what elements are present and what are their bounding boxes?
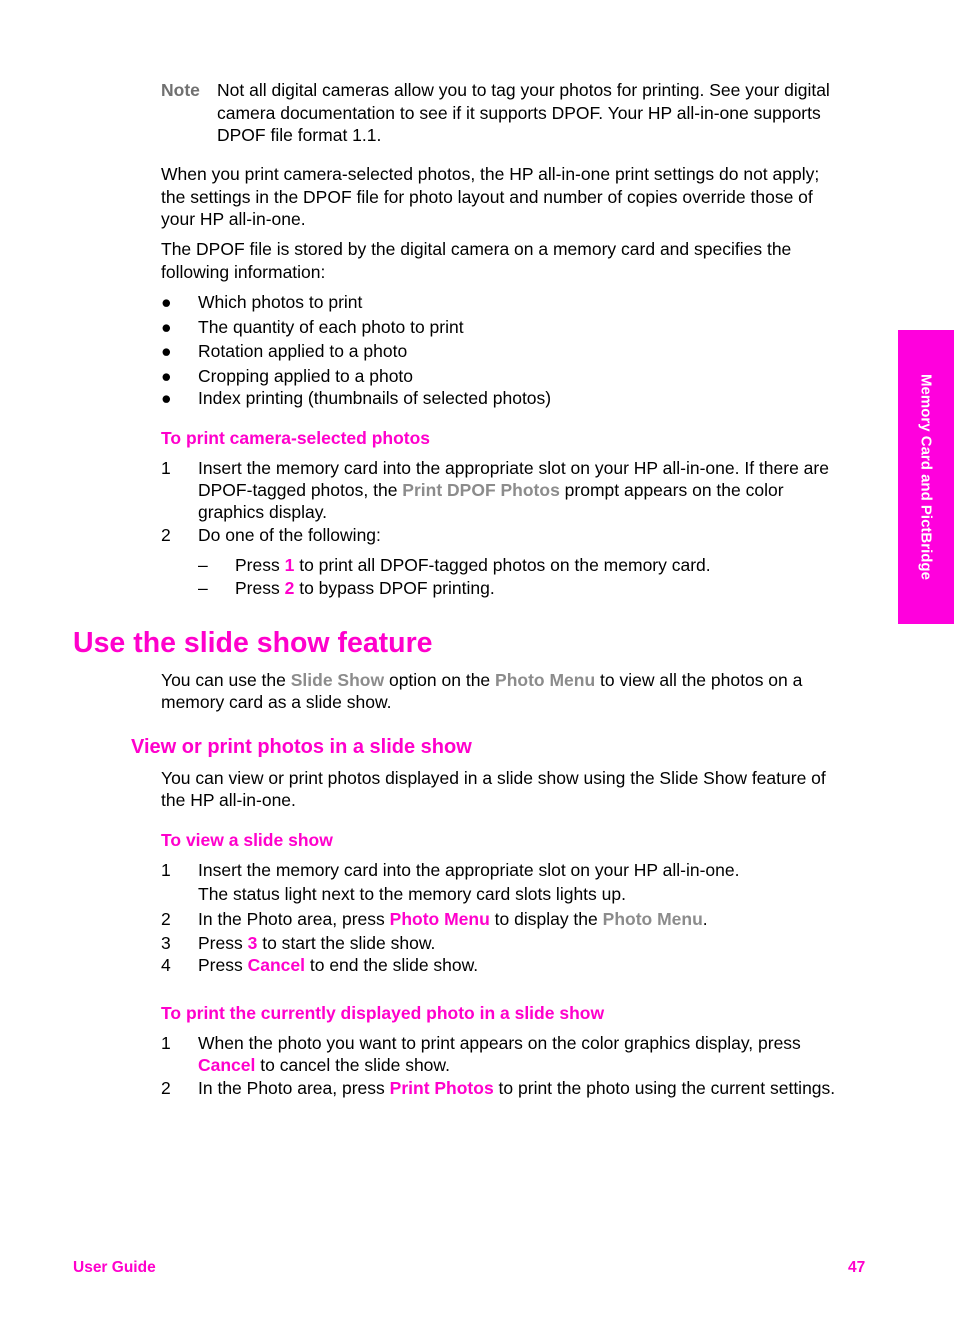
note-label: Note xyxy=(161,80,200,100)
print-step-2: In the Photo area, press Print Photos to print the photo using the current settings. xyxy=(198,1078,836,1098)
key-cancel: Cancel xyxy=(198,1055,256,1075)
chapter-side-tab-label: Memory Card and PictBridge xyxy=(917,374,935,580)
procedure-heading-print-camera-selected: To print camera-selected photos xyxy=(161,428,431,448)
bullet-marker: ● xyxy=(161,292,172,312)
note-line-3: DPOF file format 1.1. xyxy=(217,125,382,145)
sub-step-2: Press 2 to bypass DPOF printing. xyxy=(235,578,495,598)
view-step-1: Insert the memory card into the appropriate slot on your HP all-in-one. xyxy=(198,860,740,880)
key-3: 3 xyxy=(247,933,258,953)
procedure-heading-view-slide-show: To view a slide show xyxy=(161,830,333,850)
procedure-heading-print-current: To print the currently displayed photo in a slide show xyxy=(161,1003,605,1023)
ui-term-photo-menu: Photo Menu xyxy=(495,670,596,690)
bullet-marker: ● xyxy=(161,366,172,386)
intro-para1-line-1: When you print camera-selected photos, the HP all-in-one print settings do not apply; xyxy=(161,164,820,184)
key-1: 1 xyxy=(284,555,295,575)
bullet-item-5: Index printing (thumbnails of selected photos) xyxy=(198,388,552,408)
bullet-item-2: The quantity of each photo to print xyxy=(198,317,464,337)
subsection-para-line-1: You can view or print photos displayed in a slide show using the Slide Show feature of xyxy=(161,768,826,788)
step-number: 2 xyxy=(161,1078,171,1098)
bullet-item-1: Which photos to print xyxy=(198,292,363,312)
step-number: 1 xyxy=(161,458,171,478)
step-number: 4 xyxy=(161,955,171,975)
view-step-3: Press 3 to start the slide show. xyxy=(198,933,436,953)
subsection-title-view-or-print: View or print photos in a slide show xyxy=(131,736,472,758)
dash-marker: – xyxy=(198,555,208,575)
step-number: 2 xyxy=(161,525,171,545)
footer-page-number: 47 xyxy=(848,1259,866,1276)
print-step-1-line-2: Cancel to cancel the slide show. xyxy=(198,1055,450,1075)
slideshow-para-line-2: memory card as a slide show. xyxy=(161,692,392,712)
step-number: 1 xyxy=(161,1033,171,1053)
key-print-photos: Print Photos xyxy=(389,1078,494,1098)
subsection-para-line-2: the HP all-in-one. xyxy=(161,790,296,810)
step-number: 3 xyxy=(161,933,171,953)
footer-guide-title: User Guide xyxy=(73,1259,156,1276)
view-step-2: In the Photo area, press Photo Menu to display the Photo Menu. xyxy=(198,909,708,929)
section-title-slide-show: Use the slide show feature xyxy=(73,627,433,659)
intro-para2-line-1: The DPOF file is stored by the digital camera on a memory card and specifies the xyxy=(161,239,792,259)
bullet-item-3: Rotation applied to a photo xyxy=(198,341,408,361)
bullet-marker: ● xyxy=(161,341,172,361)
view-step-1-result: The status light next to the memory card slots lights up. xyxy=(198,884,626,904)
step-1-line-3: graphics display. xyxy=(198,502,328,522)
step-1-line-1: Insert the memory card into the appropriate slot on your HP all-in-one. If there are xyxy=(198,458,829,478)
note-line-1: Not all digital cameras allow you to tag your photos for printing. See your digital xyxy=(217,80,830,100)
dash-marker: – xyxy=(198,578,208,598)
slideshow-para-line-1: You can use the Slide Show option on the Photo Menu to view all the photos on a xyxy=(161,670,803,690)
key-cancel: Cancel xyxy=(247,955,305,975)
intro-para1-line-2: the settings in the DPOF file for photo layout and number of copies override those of xyxy=(161,187,813,207)
bullet-item-4: Cropping applied to a photo xyxy=(198,366,414,386)
ui-term-photo-menu: Photo Menu xyxy=(602,909,703,929)
ui-term-print-dpof-photos: Print DPOF Photos xyxy=(402,480,560,500)
chapter-side-tab xyxy=(898,330,954,624)
ui-term-slide-show: Slide Show xyxy=(290,670,385,690)
bullet-marker: ● xyxy=(161,388,172,408)
key-2: 2 xyxy=(284,578,295,598)
note-line-2: camera documentation to see if it supports DPOF. Your HP all-in-one supports xyxy=(217,103,821,123)
step-2-text: Do one of the following: xyxy=(198,525,381,545)
print-step-1-line-1: When the photo you want to print appears on the color graphics display, press xyxy=(198,1033,801,1053)
bullet-marker: ● xyxy=(161,317,172,337)
intro-para1-line-3: your HP all-in-one. xyxy=(161,209,306,229)
step-number: 2 xyxy=(161,909,171,929)
key-photo-menu: Photo Menu xyxy=(389,909,490,929)
sub-step-1: Press 1 to print all DPOF-tagged photos on the memory card. xyxy=(235,555,711,575)
intro-para2-line-2: following information: xyxy=(161,262,326,282)
view-step-4: Press Cancel to end the slide show. xyxy=(198,955,479,975)
step-number: 1 xyxy=(161,860,171,880)
step-1-line-2: DPOF-tagged photos, the Print DPOF Photos prompt appears on the color xyxy=(198,480,784,500)
